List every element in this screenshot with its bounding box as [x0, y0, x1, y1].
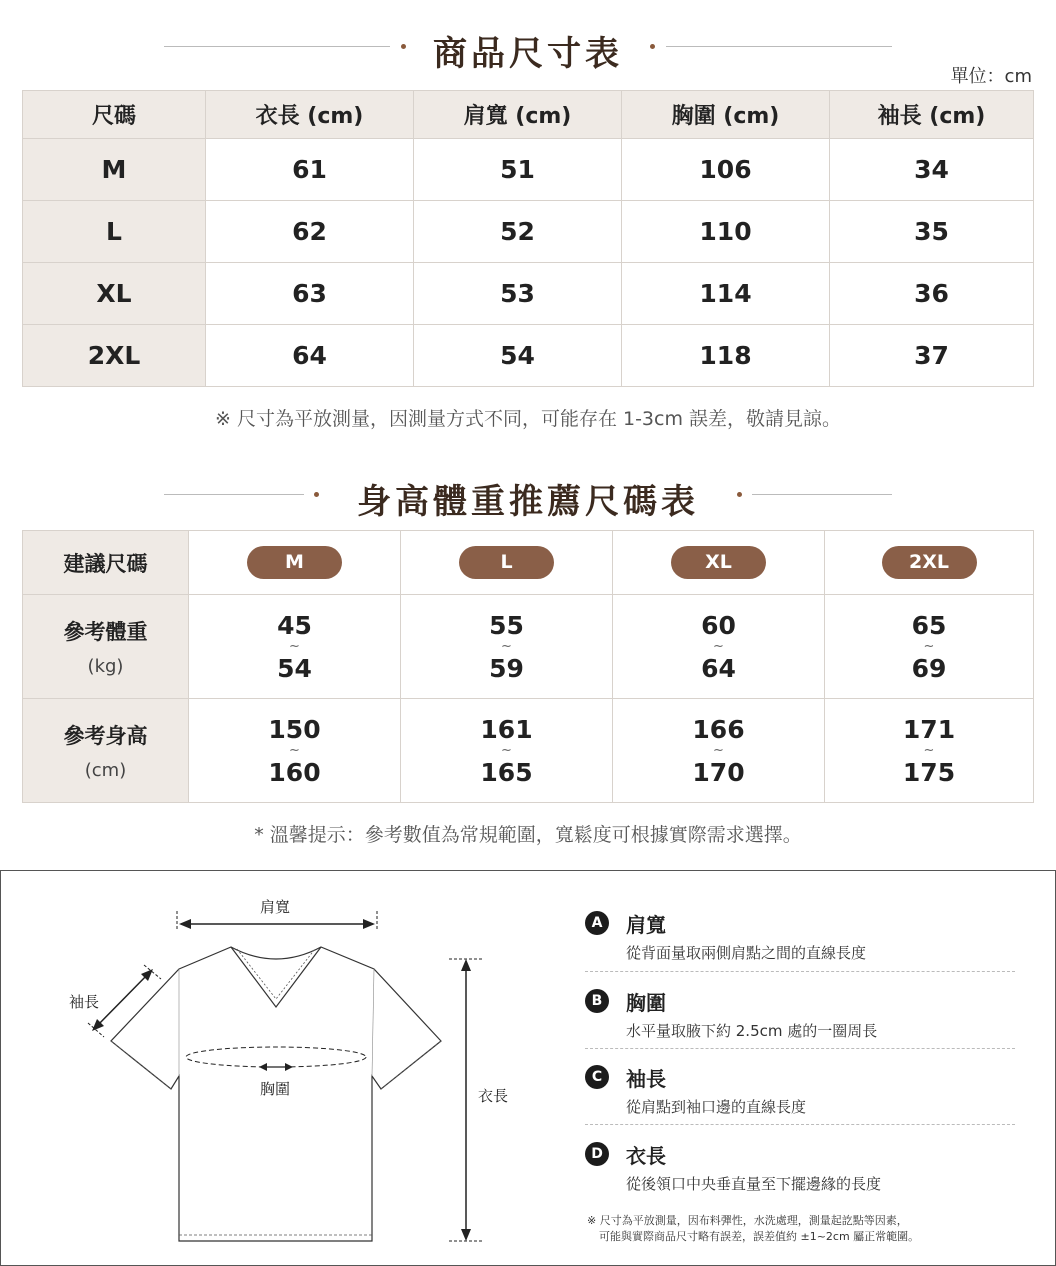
cell-sleeve: 35 [830, 201, 1034, 263]
fine-print-line-2: 可能與實際商品尺寸略有誤差，誤差值約 ±1~2cm 屬正常範圍。 [599, 1230, 920, 1243]
legend-title: 胸圍 [626, 991, 666, 1015]
cell-shoulder: 54 [414, 325, 622, 387]
weight-cell [825, 595, 1034, 699]
legend-desc: 從背面量取兩側肩點之間的直線長度 [626, 944, 867, 962]
row-size: 2XL [23, 325, 206, 387]
weight-min: 45 [277, 610, 312, 640]
size-pill: 2XL [882, 546, 977, 579]
size-table-header [23, 91, 1034, 139]
header-shoulder: 肩寬 (cm) [414, 91, 622, 139]
height-max: 175 [902, 757, 956, 787]
cell-length: 61 [206, 139, 414, 201]
weight-row [23, 595, 1034, 699]
height-cell [825, 699, 1034, 803]
header-length: 衣長 (cm) [206, 91, 414, 139]
legend-divider [585, 971, 1015, 972]
weight-max: 59 [489, 653, 524, 683]
weight-cell [189, 595, 401, 699]
length-label: 衣長 [478, 1087, 509, 1105]
cell-shoulder: 53 [414, 263, 622, 325]
size-pill: XL [671, 546, 766, 579]
weight-cell [401, 595, 613, 699]
size-pill: M [247, 546, 342, 579]
weight-max: 54 [277, 653, 312, 683]
height-min: 150 [268, 714, 321, 744]
title-dot-right [650, 44, 655, 49]
size-note: ※ 尺寸為平放測量，因測量方式不同，可能存在 1-3cm 誤差，敬請見諒。 [214, 408, 842, 430]
legend-title: 袖長 [626, 1067, 666, 1091]
legend-divider [585, 1048, 1015, 1049]
legend-letter-c: C [585, 1065, 609, 1089]
header-size: 尺碼 [23, 91, 206, 139]
height-label: 參考身高 [63, 724, 148, 748]
table-row [23, 201, 1034, 263]
header-sleeve: 袖長 (cm) [830, 91, 1034, 139]
legend-letter-b: B [585, 989, 609, 1013]
cell-chest: 114 [622, 263, 830, 325]
measurement-diagram [0, 870, 1056, 1266]
cell-sleeve: 36 [830, 263, 1034, 325]
table-row [23, 325, 1034, 387]
size-cell [825, 531, 1034, 595]
tshirt-illustration [1, 871, 541, 1263]
height-max: 170 [692, 757, 745, 787]
legend-title: 衣長 [626, 1144, 666, 1168]
height-min: 171 [902, 714, 956, 744]
range-tilde: ~ [923, 742, 935, 758]
size-chart-title: 商品尺寸表 [433, 34, 623, 74]
height-cell [189, 699, 401, 803]
weight-max: 64 [701, 653, 736, 683]
weight-min: 60 [701, 610, 736, 640]
title-line-right [666, 46, 892, 47]
size-cell [613, 531, 825, 595]
table-row [23, 263, 1034, 325]
height-max: 165 [480, 757, 533, 787]
range-tilde: ~ [289, 742, 300, 758]
legend-desc: 從肩點到袖口邊的直線長度 [626, 1098, 807, 1116]
legend-title: 肩寬 [626, 913, 666, 937]
weight-min: 55 [489, 610, 524, 640]
weight-unit: (kg) [87, 656, 124, 677]
height-cell [401, 699, 613, 803]
chest-label: 胸圍 [260, 1080, 291, 1098]
title-dot-right [737, 492, 742, 497]
unit-label: 單位：cm [950, 66, 1032, 87]
range-tilde: ~ [501, 638, 512, 654]
cell-sleeve: 37 [830, 325, 1034, 387]
size-pill: L [459, 546, 554, 579]
legend-divider [585, 1124, 1015, 1125]
cell-shoulder: 52 [414, 201, 622, 263]
range-tilde: ~ [923, 638, 935, 654]
fine-print-line-1: ※ 尺寸為平放測量，因布料彈性，水洗處理，測量起訖點等因素， [587, 1214, 908, 1227]
cell-sleeve: 34 [830, 139, 1034, 201]
recommend-note: * 溫馨提示：參考數值為常規範圍，寬鬆度可根據實際需求選擇。 [254, 824, 802, 846]
weight-min: 65 [911, 610, 947, 640]
cell-chest: 106 [622, 139, 830, 201]
table-row [23, 139, 1034, 201]
range-tilde: ~ [289, 638, 300, 654]
range-tilde: ~ [501, 742, 512, 758]
height-row-label [23, 699, 189, 803]
legend-letter-d: D [585, 1142, 609, 1166]
title-line-right [752, 494, 892, 495]
range-tilde: ~ [713, 742, 724, 758]
weight-max: 69 [911, 653, 947, 683]
height-min: 161 [480, 714, 533, 744]
cell-chest: 118 [622, 325, 830, 387]
shoulder-label: 肩寬 [260, 898, 291, 916]
cell-chest: 110 [622, 201, 830, 263]
row-size: L [23, 201, 206, 263]
legend-letter-a: A [585, 911, 609, 935]
cell-shoulder: 51 [414, 139, 622, 201]
diagram-fine-print [587, 1213, 919, 1245]
size-row-label: 建議尺碼 [23, 531, 189, 595]
cell-length: 64 [206, 325, 414, 387]
height-max: 160 [268, 757, 321, 787]
cell-length: 62 [206, 201, 414, 263]
weight-row-label [23, 595, 189, 699]
recommend-chart-title: 身高體重推薦尺碼表 [357, 482, 699, 522]
row-size: XL [23, 263, 206, 325]
sleeve-label: 袖長 [69, 993, 100, 1011]
recommend-table [22, 530, 1034, 803]
range-tilde: ~ [713, 638, 724, 654]
size-cell [189, 531, 401, 595]
height-cell [613, 699, 825, 803]
legend-desc: 水平量取腋下約 2.5cm 處的一圈周長 [626, 1022, 878, 1040]
height-unit: (cm) [84, 760, 127, 781]
header-chest: 胸圍 (cm) [622, 91, 830, 139]
height-row [23, 699, 1034, 803]
cell-length: 63 [206, 263, 414, 325]
legend-desc: 從後領口中央垂直量至下擺邊緣的長度 [626, 1175, 882, 1193]
weight-cell [613, 595, 825, 699]
row-size: M [23, 139, 206, 201]
size-row [23, 531, 1034, 595]
height-min: 166 [692, 714, 745, 744]
weight-label: 參考體重 [63, 620, 148, 644]
size-table [22, 90, 1034, 387]
size-cell [401, 531, 613, 595]
